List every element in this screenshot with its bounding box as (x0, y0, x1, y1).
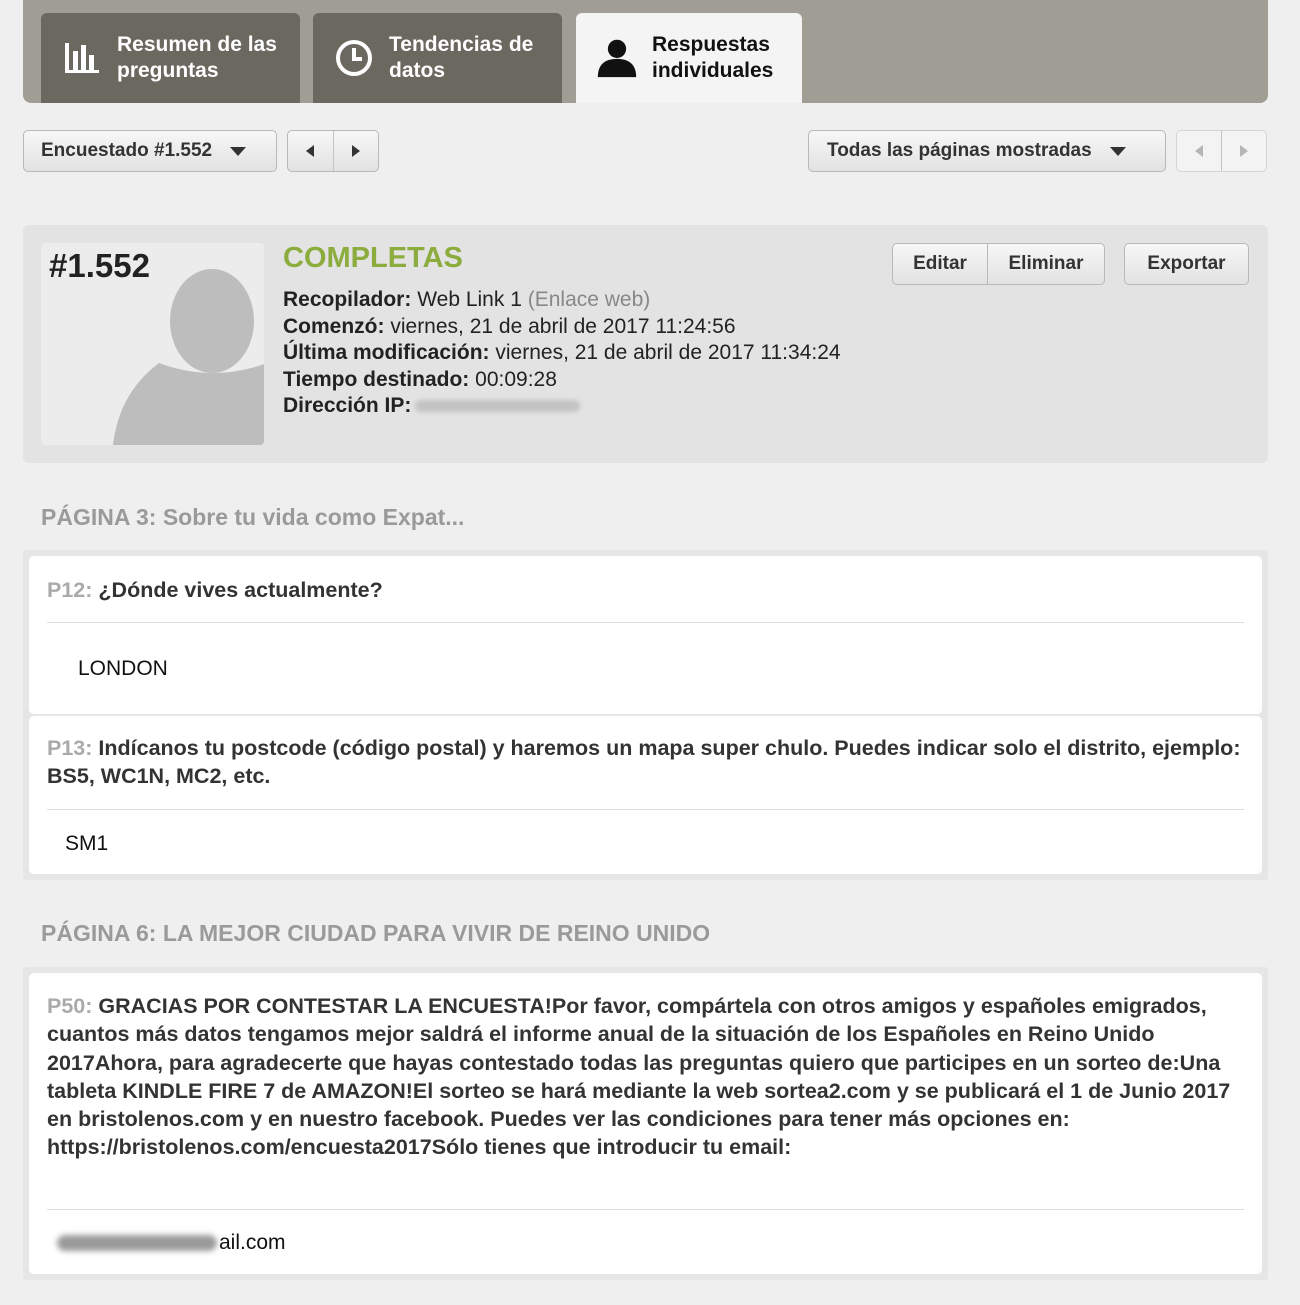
question-label: ¿Dónde vives actualmente? (98, 578, 383, 602)
divider (47, 1209, 1244, 1210)
delete-button[interactable] (987, 243, 1105, 285)
page-pager (1176, 130, 1267, 172)
modified-value: viernes, 21 de abril de 2017 11:34:24 (495, 341, 841, 364)
tab-label: Resumen de las preguntas (117, 33, 277, 82)
pages-select-label: Todas las páginas mostradas (827, 140, 1092, 161)
arrow-right-icon (1240, 145, 1248, 157)
question-number: P50: (47, 994, 93, 1018)
tab-bar (23, 0, 1268, 103)
page-3-title: PÁGINA 3: Sobre tu vida como Expat... (41, 504, 465, 530)
chevron-down-icon (1110, 147, 1126, 156)
modified-label: Última modificación: (283, 341, 490, 364)
respondent-info (283, 287, 841, 420)
tab-label: Tendencias de datos (389, 33, 534, 82)
respondent-select[interactable] (23, 130, 277, 172)
user-icon (596, 37, 638, 79)
clock-icon (333, 37, 375, 79)
arrow-left-icon (306, 145, 314, 157)
time-spent-value: 00:09:28 (475, 367, 557, 391)
question-text (47, 992, 1244, 1162)
collector-value: Web Link 1 (417, 288, 522, 311)
question-number: P13: (47, 736, 93, 760)
previous-respondent-button[interactable] (288, 131, 333, 171)
next-respondent-button[interactable] (333, 131, 379, 171)
collector-type: (Enlace web) (527, 288, 651, 311)
tab-label: Respuestas individuales (652, 33, 774, 82)
question-label: GRACIAS POR CONTESTAR LA ENCUESTA!Por favor, compártela con otros amigos y españoles emigrados, cuantos más datos tengamos mejor saldrá el informe anual de la situación de los Españoles en Reino Unido 2017Ahora, para agradecerte que hayas contestado todas las preguntas quiero que participes en un sorteo de:Una tableta KINDLE FIRE 7 de AMAZON!El sorteo se hará mediante la web sortea2.com y se publicará el 1 de Junio 2017 en bristolenos.com y en nuestro facebook. Puedes ver las condiciones para tener más opciones en: https://bristolenos.com/encuesta2017Sólo tienes que introducir tu email: (47, 994, 1231, 1160)
page-6-title: PÁGINA 6: LA MEJOR CIUDAD PARA VIVIR DE REINO UNIDO (41, 920, 711, 946)
time-spent-label: Tiempo destinado: (283, 367, 470, 391)
avatar (41, 243, 264, 445)
next-page-button[interactable] (1221, 131, 1266, 171)
question-text (47, 734, 1244, 791)
answer-email (57, 1231, 286, 1255)
started-label: Comenzó: (283, 314, 385, 338)
respondent-panel (23, 225, 1268, 463)
question-card-p13 (29, 716, 1262, 874)
divider (47, 809, 1244, 810)
bar-chart-icon (61, 37, 103, 79)
divider (47, 622, 1244, 623)
answer-text: ail.com (219, 1231, 286, 1254)
arrow-right-icon (352, 145, 360, 157)
page-6-questions (23, 967, 1268, 1280)
arrow-left-icon (1195, 145, 1203, 157)
tab-individual-responses[interactable] (576, 13, 802, 103)
respondent-number: #1.552 (49, 247, 150, 284)
delete-button-label: Eliminar (1008, 253, 1084, 274)
chevron-down-icon (230, 147, 246, 156)
question-card-p50 (29, 973, 1262, 1274)
question-number: P12: (47, 578, 93, 602)
question-text (47, 576, 1244, 604)
ip-address-label: Dirección IP: (283, 394, 412, 417)
email-redacted (57, 1235, 217, 1251)
edit-button-label: Editar (913, 253, 967, 274)
status-badge: COMPLETAS (283, 242, 463, 274)
started-value: viernes, 21 de abril de 2017 11:24:56 (390, 314, 736, 338)
collector-label: Recopilador: (283, 288, 412, 311)
question-label: Indícanos tu postcode (código postal) y haremos un mapa super chulo. Puedes indicar solo el distrito, ejemplo: BS5, WC1N, MC2, etc. (47, 736, 1241, 789)
export-button-label: Exportar (1147, 253, 1226, 274)
question-card-p12 (29, 556, 1262, 714)
page-3-questions (23, 550, 1268, 880)
answer-text: LONDON (78, 657, 168, 680)
edit-button[interactable] (892, 243, 988, 285)
answer-text: SM1 (65, 832, 109, 855)
export-button[interactable] (1124, 243, 1249, 285)
tab-question-summaries[interactable] (41, 13, 300, 103)
previous-page-button[interactable] (1177, 131, 1221, 171)
pages-select[interactable] (808, 130, 1166, 172)
respondent-pager (287, 130, 379, 172)
ip-address-redacted (415, 400, 580, 412)
respondent-select-label: Encuestado #1.552 (41, 140, 213, 161)
tab-data-trends[interactable] (313, 13, 562, 103)
